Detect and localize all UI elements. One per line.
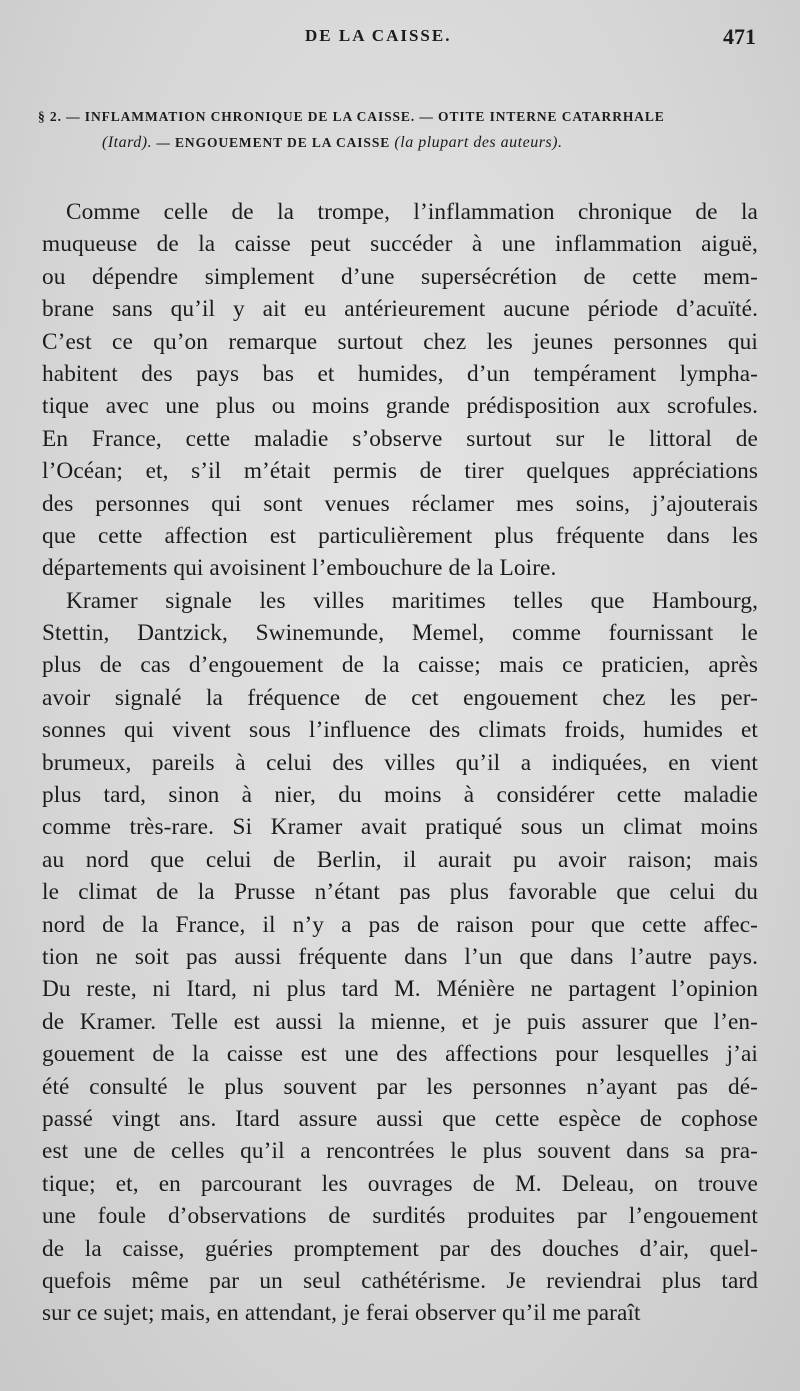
running-title: DE LA CAISSE. [305, 26, 452, 45]
text-line: C’est ce qu’on remarque surtout chez les jeunes personnes qui [42, 328, 758, 355]
section-heading-line-1: § 2. — INFLAMMATION CHRONIQUE DE LA CAISSE. — OTITE INTERNE CATARRHALE [38, 109, 665, 124]
text-line: nord de la France, il n’y a pas de raison pour que cette affec- [42, 911, 758, 938]
text-line: Comme celle de la trompe, l’inflammation chronique de la [66, 199, 758, 225]
text-line: tique; et, en parcourant les ouvrages de M. Deleau, on trouve [42, 1170, 758, 1197]
text-line: gouement de la caisse est une des affections pour lesquelles j’ai [42, 1041, 758, 1068]
text-line: En France, cette maladie s’observe surtout sur le littoral de [42, 425, 758, 452]
text-line: sur ce sujet; mais, en attendant, je ferai observer qu’il me paraît [42, 1300, 641, 1327]
text-line: Stettin, Dantzick, Swinemunde, Memel, comme fournissant le [42, 620, 758, 647]
running-head [0, 26, 800, 56]
paragraph-2 [42, 585, 758, 1330]
text-line: brumeux, pareils à celui des villes qu’il a indiquées, en vient [42, 749, 758, 776]
text-line: passé vingt ans. Itard assure aussi que cette espèce de cophose [42, 1105, 758, 1132]
section-heading-subtitle: — ENGOUEMENT DE LA CAISSE [152, 135, 395, 150]
text-line: comme très-rare. Si Kramer avait pratiqué sous un climat moins [42, 814, 758, 841]
section-heading-line-2 [38, 130, 758, 156]
section-heading [38, 104, 758, 156]
text-line: habitent des pays bas et humides, d’un tempérament lympha- [42, 360, 758, 387]
text-line: le climat de la Prusse n’étant pas plus favorable que celui du [42, 879, 758, 906]
text-line: Du reste, ni Itard, ni plus tard M. Ménière ne partagent l’opinion [42, 976, 758, 1003]
text-line: avoir signalé la fréquence de cet engouement chez les per- [42, 684, 758, 711]
text-line: ou dépendre simplement d’une supersécrétion de cette mem- [42, 263, 758, 290]
text-line: de Kramer. Telle est aussi la mienne, et je puis assurer que l’en- [42, 1008, 758, 1035]
text-line: une foule d’observations de surdités produites par l’engouement [42, 1203, 758, 1230]
text-line: que cette affection est particulièrement plus fréquente dans les [42, 522, 758, 549]
text-line: au nord que celui de Berlin, il aurait pu avoir raison; mais [42, 846, 758, 873]
section-heading-attribution-itard: (Itard). [102, 134, 153, 151]
text-line: tion ne soit pas aussi fréquente dans l’un que dans l’autre pays. [42, 943, 758, 970]
section-heading-attribution-authors: (la plupart des auteurs). [394, 134, 563, 151]
text-line: plus de cas d’engouement de la caisse; mais ce praticien, après [42, 652, 758, 679]
text-line: été consulté le plus souvent par les personnes n’ayant pas dé- [42, 1073, 758, 1100]
text-line: Kramer signale les villes maritimes telles que Hambourg, [66, 587, 758, 614]
text-line: tique avec une plus ou moins grande prédisposition aux scrofules. [42, 393, 758, 420]
text-line: sonnes qui vivent sous l’influence des climats froids, humides et [42, 717, 758, 744]
text-line: départements qui avoisinent l’embouchure de la Loire. [42, 555, 557, 582]
text-line: est une de celles qu’il a rencontrées le plus souvent dans sa pra- [42, 1138, 758, 1165]
page-number: 471 [723, 24, 756, 49]
text-line: de la caisse, guéries promptement par des douches d’air, quel- [42, 1235, 758, 1262]
text-line: quefois même par un seul cathétérisme. Je reviendrai plus tard [42, 1267, 758, 1294]
text-line: brane sans qu’il y ait eu antérieurement aucune période d’acuïté. [42, 296, 758, 323]
text-line: muqueuse de la caisse peut succéder à une inflammation aiguë, [42, 231, 758, 258]
body-text [42, 196, 758, 1330]
text-line: plus tard, sinon à nier, du moins à considérer cette maladie [42, 782, 758, 809]
text-line: l’Océan; et, s’il m’était permis de tirer quelques appréciations [42, 458, 758, 485]
paragraph-1 [42, 196, 758, 585]
text-line: des personnes qui sont venues réclamer mes soins, j’ajouterais [42, 490, 758, 517]
